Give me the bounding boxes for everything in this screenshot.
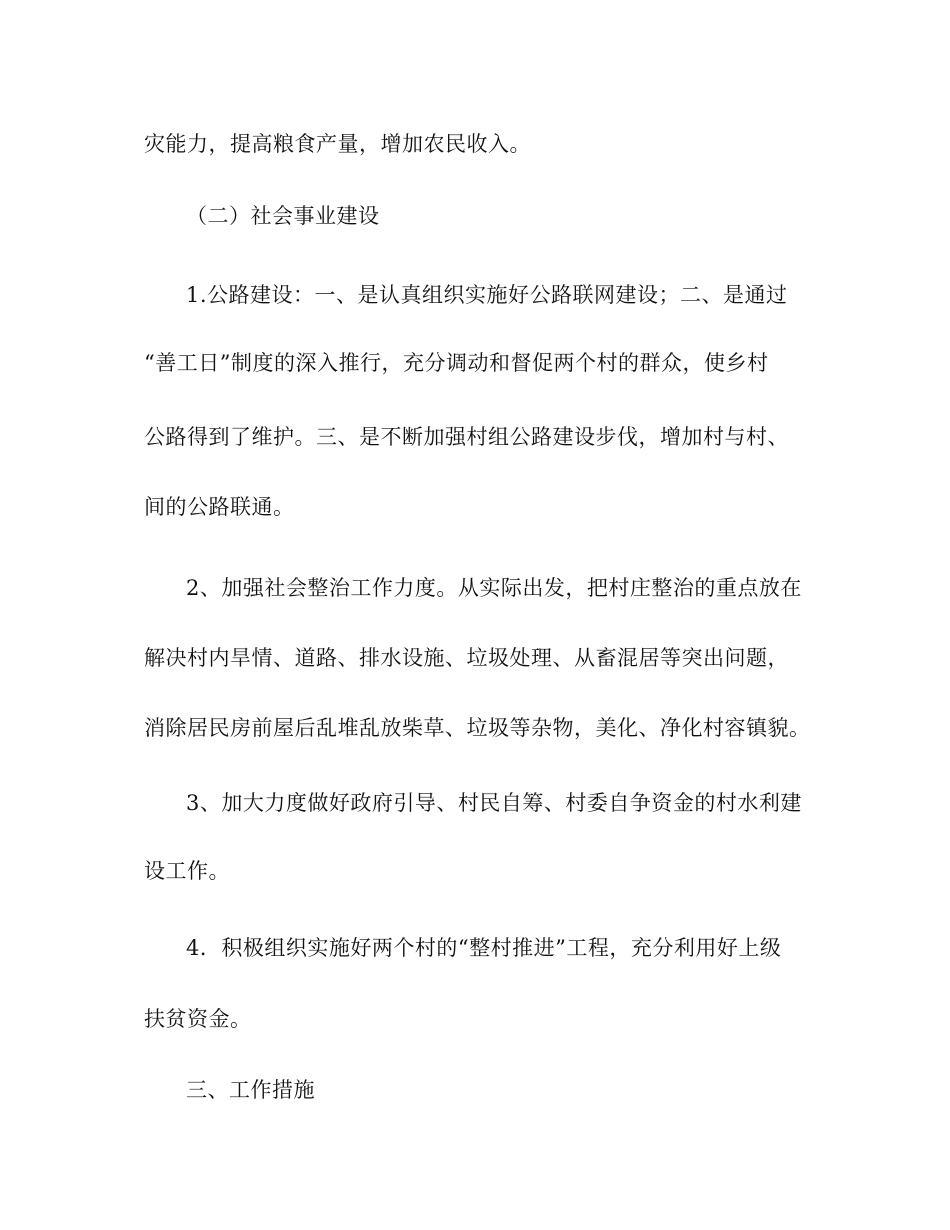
paragraph-line: 1.公路建设：一、是认真组织实施好公路联网建设；二、是通过	[186, 283, 788, 307]
paragraph-line: 扶贫资金。	[144, 1007, 252, 1031]
paragraph-line: 消除居民房前屋后乱堆乱放柴草、垃圾等杂物，美化、净化村容镇貌。	[144, 716, 811, 740]
paragraph-line: 间的公路联通。	[144, 495, 295, 519]
paragraph-line: 灾能力，提高粮食产量，增加农民收入。	[144, 132, 531, 156]
paragraph-line: 公路得到了维护。三、是不断加强村组公路建设步伐，增加村与村、	[144, 425, 789, 449]
section-heading: （二）社会事业建设	[186, 204, 380, 228]
paragraph-line: “善工日”制度的深入推行，充分调动和督促两个村的群众，使乡村	[144, 351, 769, 375]
paragraph-line: 解决村内旱情、道路、排水设施、垃圾处理、从畜混居等突出问题，	[144, 646, 789, 670]
paragraph-line: 设工作。	[144, 859, 230, 883]
paragraph-line: 4．积极组织实施好两个村的“整村推进”工程，充分利用好上级	[186, 936, 782, 960]
paragraph-line: 2、加强社会整治工作力度。从实际出发，把村庄整治的重点放在	[186, 576, 802, 600]
section-heading: 三、工作措施	[186, 1078, 315, 1102]
paragraph-line: 3、加大力度做好政府引导、村民自筹、村委自争资金的村水利建	[186, 791, 802, 815]
